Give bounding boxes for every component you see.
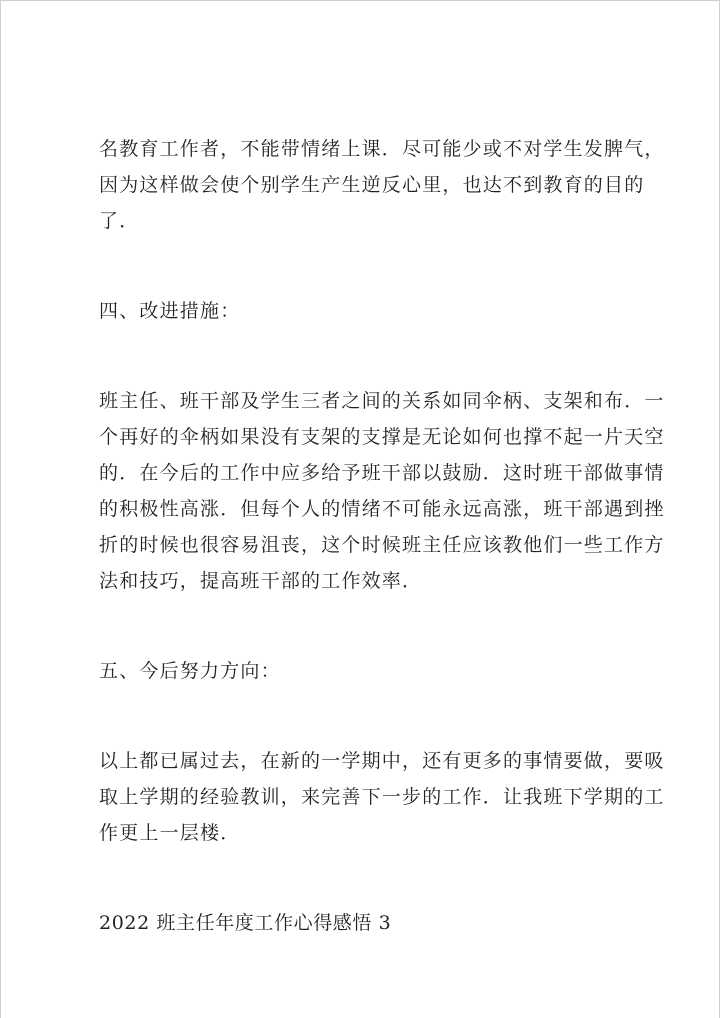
paragraph-line: 的积极性高涨．但每个人的情绪不可能永远高涨，班干部遇到挫	[99, 498, 665, 520]
paragraph-line: 法和技巧，提高班干部的工作效率．	[99, 570, 423, 592]
paragraph-line: 名教育工作者，不能带情绪上课．尽可能少或不对学生发脾气，	[99, 138, 665, 160]
document-body	[99, 131, 665, 995]
section-heading-direction	[99, 653, 639, 689]
paragraph-line: 班主任、班干部及学生三者之间的关系如同伞柄、支架和布．一	[99, 390, 665, 412]
heading-text: 五、今后努力方向：	[99, 660, 281, 682]
paragraph-line: 因为这样做会使个别学生产生逆反心里，也达不到教育的目的	[99, 174, 645, 196]
paragraph-line: 的．在今后的工作中应多给予班干部以鼓励．这时班干部做事情	[99, 462, 665, 484]
section-title-text: 2022 班主任年度工作心得感悟 3	[99, 912, 392, 934]
paragraph-line: 作更上一层楼．	[99, 822, 241, 844]
paragraph-continuation	[99, 131, 665, 239]
paragraph-direction	[99, 743, 665, 851]
section-heading-improvement	[99, 293, 639, 329]
paragraph-improvement	[99, 383, 665, 599]
paragraph-line: 折的时候也很容易沮丧，这个时候班主任应该教他们一些工作方	[99, 534, 665, 556]
paragraph-line: 以上都已属过去，在新的一学期中，还有更多的事情要做，要吸	[99, 750, 665, 772]
section-title	[99, 905, 639, 941]
paragraph-line: 取上学期的经验教训，来完善下一步的工作．让我班下学期的工	[99, 786, 665, 808]
paragraph-line: 了．	[99, 210, 140, 232]
paragraph-line: 个再好的伞柄如果没有支架的支撑是无论如何也撑不起一片天空	[99, 426, 665, 448]
heading-text: 四、改进措施：	[99, 300, 241, 322]
